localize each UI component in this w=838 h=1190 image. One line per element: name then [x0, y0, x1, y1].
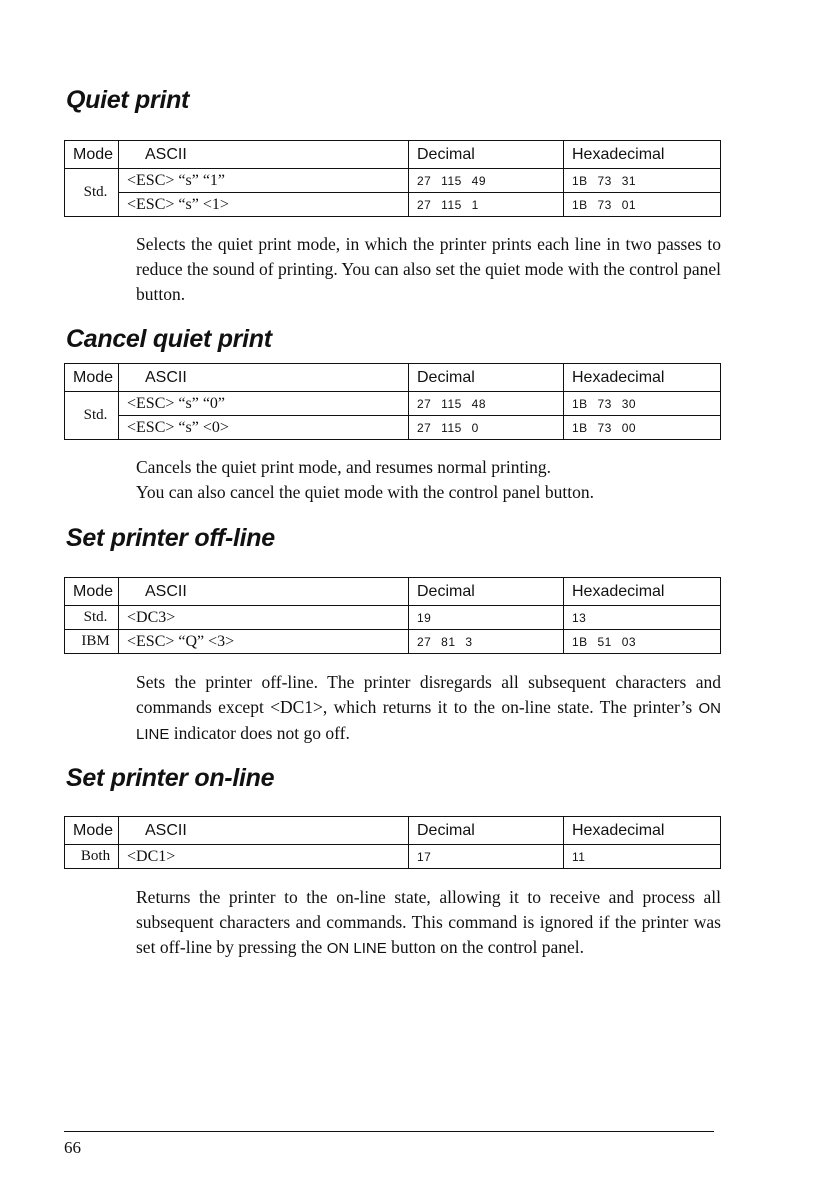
col-hex-header: Hexadecimal [564, 578, 721, 606]
ascii-cell: <DC3> [119, 606, 409, 630]
col-mode-header: Mode [65, 817, 119, 845]
heading-set-printer-off-line: Set printer off-line [66, 524, 275, 552]
description-line: You can also cancel the quiet mode with the control panel button. [136, 482, 594, 502]
description-text: indicator does not go off. [169, 723, 350, 743]
hex-cell: 11 [564, 845, 721, 869]
decimal-cell: 27 115 49 [409, 169, 564, 193]
table-set-printer-on-line [64, 816, 721, 869]
col-hex-header: Hexadecimal [564, 364, 721, 392]
col-hex-header: Hexadecimal [564, 141, 721, 169]
table-row [65, 392, 721, 416]
col-mode-header: Mode [65, 578, 119, 606]
hex-cell: 1B 73 30 [564, 392, 721, 416]
mode-cell: IBM [65, 630, 119, 654]
col-decimal-header: Decimal [409, 141, 564, 169]
mode-cell: Std. [65, 606, 119, 630]
on-line-key-label: ON LINE [136, 700, 721, 743]
description-text: Returns the printer to the on-line state, allowing it to receive and process all subsequent characters and commands. This command is ignored if the printer was set off-line by pressing the [136, 887, 721, 957]
ascii-cell: <ESC> “s” <0> [119, 416, 409, 440]
heading-quiet-print: Quiet print [66, 86, 190, 114]
col-decimal-header: Decimal [409, 817, 564, 845]
table-row [65, 630, 721, 654]
ascii-cell: <ESC> “Q” <3> [119, 630, 409, 654]
col-ascii-header: ASCII [119, 141, 409, 169]
hex-cell: 1B 73 31 [564, 169, 721, 193]
col-mode-header: Mode [65, 141, 119, 169]
mode-cell: Std. [65, 392, 119, 440]
hex-cell: 13 [564, 606, 721, 630]
table-header-row [65, 364, 721, 392]
col-ascii-header: ASCII [119, 364, 409, 392]
description-cancel-quiet-print [136, 455, 721, 505]
description-text: button on the control panel. [386, 937, 585, 957]
description-text: Sets the printer off-line. The printer disregards all subsequent characters and commands except <DC1>, which returns it to the on-line state. The printer’s [136, 672, 721, 717]
description-set-printer-on-line [136, 885, 721, 961]
description-line: Cancels the quiet print mode, and resumes normal printing. [136, 457, 552, 477]
col-hex-header: Hexadecimal [564, 817, 721, 845]
ascii-cell: <ESC> “s” “0” [119, 392, 409, 416]
page-number: 66 [64, 1138, 81, 1157]
decimal-cell: 27 115 48 [409, 392, 564, 416]
col-ascii-header: ASCII [119, 578, 409, 606]
hex-cell: 1B 73 00 [564, 416, 721, 440]
mode-cell: Std. [65, 169, 119, 217]
description-quiet-print: Selects the quiet print mode, in which the printer prints each line in two passes to reduce the sound of printing. You can also set the quiet mode with the control panel button. [136, 234, 721, 304]
table-row [65, 606, 721, 630]
table-header-row [65, 817, 721, 845]
col-mode-header: Mode [65, 364, 119, 392]
table-row [65, 845, 721, 869]
decimal-cell: 17 [409, 845, 564, 869]
table-row [65, 193, 721, 217]
ascii-cell: <ESC> “s” “1” [119, 169, 409, 193]
decimal-cell: 27 115 1 [409, 193, 564, 217]
col-decimal-header: Decimal [409, 578, 564, 606]
footer-rule [64, 1131, 714, 1132]
mode-cell: Both [65, 845, 119, 869]
col-ascii-header: ASCII [119, 817, 409, 845]
table-quiet-print [64, 140, 721, 217]
heading-cancel-quiet-print: Cancel quiet print [66, 325, 272, 353]
table-row [65, 169, 721, 193]
hex-cell: 1B 73 01 [564, 193, 721, 217]
on-line-key-label: ON LINE [326, 940, 387, 957]
hex-cell: 1B 51 03 [564, 630, 721, 654]
table-set-printer-off-line [64, 577, 721, 654]
table-cancel-quiet-print [64, 363, 721, 440]
description-set-printer-off-line [136, 670, 721, 747]
col-decimal-header: Decimal [409, 364, 564, 392]
decimal-cell: 19 [409, 606, 564, 630]
decimal-cell: 27 81 3 [409, 630, 564, 654]
ascii-cell: <DC1> [119, 845, 409, 869]
ascii-cell: <ESC> “s” <1> [119, 193, 409, 217]
heading-set-printer-on-line: Set printer on-line [66, 764, 275, 792]
table-header-row [65, 141, 721, 169]
table-header-row [65, 578, 721, 606]
decimal-cell: 27 115 0 [409, 416, 564, 440]
table-row [65, 416, 721, 440]
